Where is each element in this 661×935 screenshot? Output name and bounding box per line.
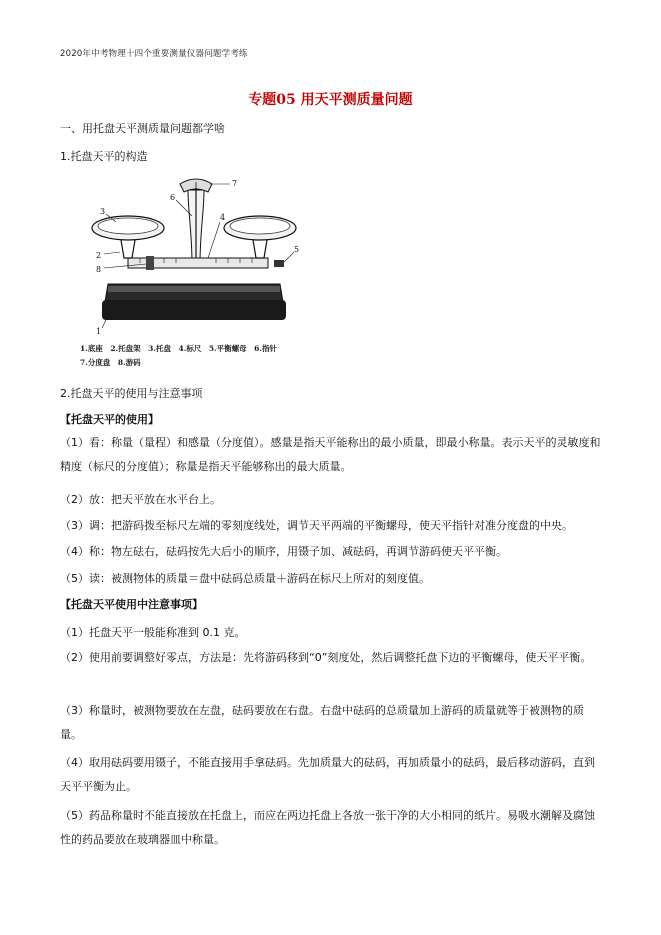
note-item-3: （3）称量时，被测物要放在左盘，砝码要放在右盘。右盘中砝码的总质量加上游码的质量就等于被测物的质量。 [60, 704, 584, 741]
usage-heading: 【托盘天平的使用】 [60, 413, 159, 426]
section-heading: 一、用托盘天平测质量问题都学啥 [60, 122, 225, 135]
running-header: 2020年中考物理十四个重要测量仪器问题学考练 [60, 49, 248, 59]
usage-item-3: （3）调：把游码拨至标尺左端的零刻度线处，调节天平两端的平衡螺母，使天平指针对准分度盘的中央。 [60, 519, 573, 532]
note-item-1: （1）托盘天平一般能称准到 0.1 克。 [60, 626, 246, 639]
note-item-4: （4）取用砝码要用镊子，不能直接用手拿砝码。先加质量大的砝码，再加质量小的砝码，最后移动游码，直到天平平衡为止。 [60, 756, 595, 793]
usage-item-4: （4）称：物左砝右，砝码按先大后小的顺序，用镊子加、减砝码，再调节游码使天平平衡。 [60, 545, 507, 558]
subheading-usage: 2.托盘天平的使用与注意事项 [60, 387, 203, 400]
balance-diagram [80, 172, 310, 372]
balance-base-foot [102, 300, 286, 320]
rider [146, 256, 154, 270]
figure-caption-line2: 7.分度盘 8.游码 [80, 358, 141, 367]
page-title: 专题05 用天平测质量问题 [248, 92, 413, 108]
label-4: 4 [220, 213, 226, 222]
label-7: 7 [232, 179, 238, 188]
balance-nut [274, 260, 284, 267]
note-item-2: （2）使用前要调整好零点，方法是：先将游码移到“0”刻度处，然后调整托盘下边的平衡螺母，使天平平衡。 [60, 651, 592, 664]
figure-caption-line1: 1.底座 2.托盘架 3.托盘 4.标尺 5.平衡螺母 6.指针 [80, 344, 277, 353]
label-8: 8 [96, 265, 102, 274]
label-2: 2 [96, 251, 102, 260]
subheading-structure: 1.托盘天平的构造 [60, 150, 148, 163]
usage-item-5: （5）读：被测物体的质量＝盘中砝码总质量＋游码在标尺上所对的刻度值。 [60, 572, 430, 585]
note-item-5: （5）药品称量时不能直接放在托盘上，而应在两边托盘上各放一张干净的大小相同的纸片。易吸水潮解及腐蚀性的药品要放在玻璃器皿中称量。 [60, 809, 595, 846]
notes-heading: 【托盘天平使用中注意事项】 [60, 598, 203, 611]
label-1: 1 [96, 327, 102, 336]
usage-item-1: （1）看：称量（量程）和感量（分度值）。感量是指天平能称出的最小质量，即最小称量。表示天平的灵敏度和精度（标尺的分度值）；称量是指天平能够称出的最大质量。 [60, 436, 601, 473]
label-3: 3 [100, 207, 106, 216]
balance-base-top [108, 286, 280, 292]
label-6: 6 [170, 193, 176, 202]
label-5: 5 [294, 245, 300, 254]
usage-item-2: （2）放：把天平放在水平台上。 [60, 493, 221, 506]
